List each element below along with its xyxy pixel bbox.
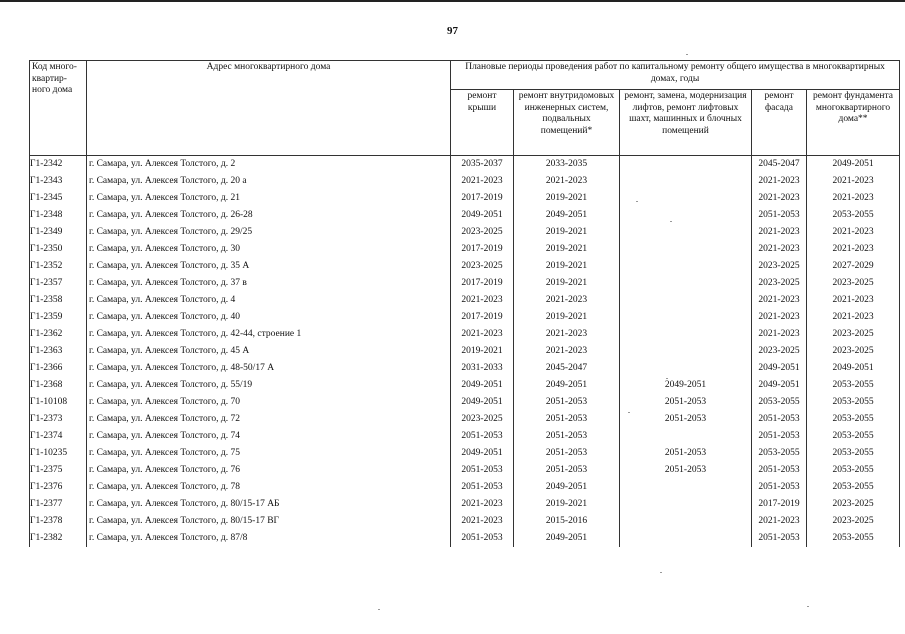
- table-body: [30, 156, 900, 548]
- cell-elevators: [620, 224, 752, 241]
- repair-schedule-table: [29, 60, 900, 547]
- cell-systems: 2033-2035: [514, 156, 620, 174]
- table-row: [30, 428, 900, 445]
- cell-facade: 2051-2053: [752, 411, 807, 428]
- cell-facade: 2023-2025: [752, 275, 807, 292]
- cell-address: г. Самара, ул. Алексея Толстого, д. 55/19: [87, 377, 451, 394]
- cell-elevators: [620, 479, 752, 496]
- cell-facade: 2021-2023: [752, 190, 807, 207]
- cell-systems: 2049-2051: [514, 207, 620, 224]
- header-code: Код много-квартир-ного дома: [30, 61, 87, 156]
- cell-systems: 2051-2053: [514, 394, 620, 411]
- cell-systems: 2021-2023: [514, 326, 620, 343]
- cell-code: Г1-10235: [30, 445, 87, 462]
- scan-speck: [628, 412, 630, 413]
- cell-roof: 2017-2019: [451, 275, 514, 292]
- cell-roof: 2021-2023: [451, 496, 514, 513]
- cell-foundation: 2053-2055: [807, 445, 900, 462]
- cell-address: г. Самара, ул. Алексея Толстого, д. 35 А: [87, 258, 451, 275]
- scan-speck: [636, 201, 638, 202]
- cell-code: Г1-2382: [30, 530, 87, 547]
- table-row: [30, 343, 900, 360]
- cell-elevators: [620, 496, 752, 513]
- scan-speck: [807, 606, 809, 607]
- cell-address: г. Самара, ул. Алексея Толстого, д. 72: [87, 411, 451, 428]
- header-periods: Плановые периоды проведения работ по капитальному ремонту общего имущества в многоквартирных домах, годы: [451, 61, 900, 90]
- table-row: [30, 156, 900, 174]
- cell-elevators: [620, 275, 752, 292]
- header-foundation: ремонт фундамента многоквартирного дома**: [807, 90, 900, 156]
- cell-systems: 2051-2053: [514, 462, 620, 479]
- cell-facade: 2045-2047: [752, 156, 807, 174]
- header-roof: ремонт крыши: [451, 90, 514, 156]
- cell-facade: 2023-2025: [752, 258, 807, 275]
- cell-roof: 2017-2019: [451, 241, 514, 258]
- cell-code: Г1-2345: [30, 190, 87, 207]
- table-row: [30, 275, 900, 292]
- table-row: [30, 377, 900, 394]
- cell-elevators: [620, 343, 752, 360]
- cell-address: г. Самара, ул. Алексея Толстого, д. 21: [87, 190, 451, 207]
- cell-address: г. Самара, ул. Алексея Толстого, д. 70: [87, 394, 451, 411]
- cell-code: Г1-2375: [30, 462, 87, 479]
- header-facade: ремонт фасада: [752, 90, 807, 156]
- cell-systems: 2049-2051: [514, 377, 620, 394]
- cell-systems: 2049-2051: [514, 479, 620, 496]
- cell-elevators: 2051-2053: [620, 462, 752, 479]
- cell-roof: 2023-2025: [451, 258, 514, 275]
- cell-address: г. Самара, ул. Алексея Толстого, д. 45 А: [87, 343, 451, 360]
- cell-elevators: [620, 530, 752, 547]
- cell-elevators: 2051-2053: [620, 394, 752, 411]
- cell-elevators: [620, 173, 752, 190]
- cell-foundation: 2027-2029: [807, 258, 900, 275]
- cell-facade: 2051-2053: [752, 428, 807, 445]
- cell-systems: 2021-2023: [514, 292, 620, 309]
- cell-roof: 2021-2023: [451, 326, 514, 343]
- cell-address: г. Самара, ул. Алексея Толстого, д. 30: [87, 241, 451, 258]
- cell-address: г. Самара, ул. Алексея Толстого, д. 80/15-17 АБ: [87, 496, 451, 513]
- cell-facade: 2021-2023: [752, 326, 807, 343]
- cell-systems: 2019-2021: [514, 309, 620, 326]
- table-row: [30, 513, 900, 530]
- cell-foundation: 2053-2055: [807, 530, 900, 547]
- cell-roof: 2051-2053: [451, 428, 514, 445]
- cell-roof: 2021-2023: [451, 292, 514, 309]
- cell-roof: 2021-2023: [451, 513, 514, 530]
- cell-code: Г1-10108: [30, 394, 87, 411]
- cell-systems: 2019-2021: [514, 258, 620, 275]
- cell-elevators: [620, 190, 752, 207]
- cell-elevators: [620, 428, 752, 445]
- cell-roof: 2051-2053: [451, 530, 514, 547]
- cell-code: Г1-2366: [30, 360, 87, 377]
- cell-roof: 2031-2033: [451, 360, 514, 377]
- cell-code: Г1-2348: [30, 207, 87, 224]
- cell-facade: 2021-2023: [752, 173, 807, 190]
- header-address: Адрес многоквартирного дома: [87, 61, 451, 156]
- table-row: [30, 241, 900, 258]
- cell-facade: 2053-2055: [752, 445, 807, 462]
- cell-address: г. Самара, ул. Алексея Толстого, д. 40: [87, 309, 451, 326]
- header-elevators: ремонт, замена, модернизация лифтов, ремонт лифтовых шахт, машинных и блочных помещений: [620, 90, 752, 156]
- cell-systems: 2021-2023: [514, 173, 620, 190]
- cell-facade: 2021-2023: [752, 513, 807, 530]
- top-rule: [0, 0, 905, 2]
- table-row: [30, 394, 900, 411]
- cell-elevators: [620, 258, 752, 275]
- cell-foundation: 2053-2055: [807, 479, 900, 496]
- cell-elevators: 2049-2051: [620, 377, 752, 394]
- cell-systems: 2045-2047: [514, 360, 620, 377]
- table-row: [30, 207, 900, 224]
- table-row: [30, 445, 900, 462]
- cell-facade: 2049-2051: [752, 377, 807, 394]
- cell-systems: 2049-2051: [514, 530, 620, 547]
- table-row: [30, 496, 900, 513]
- cell-elevators: [620, 309, 752, 326]
- cell-facade: 2053-2055: [752, 394, 807, 411]
- cell-code: Г1-2358: [30, 292, 87, 309]
- scan-speck: [378, 609, 380, 610]
- cell-foundation: 2023-2025: [807, 275, 900, 292]
- cell-facade: 2049-2051: [752, 360, 807, 377]
- scan-speck: [666, 378, 668, 379]
- cell-roof: 2017-2019: [451, 309, 514, 326]
- cell-roof: 2051-2053: [451, 462, 514, 479]
- cell-elevators: [620, 207, 752, 224]
- table-row: [30, 190, 900, 207]
- table-row: [30, 411, 900, 428]
- cell-foundation: 2049-2051: [807, 156, 900, 174]
- cell-address: г. Самара, ул. Алексея Толстого, д. 26-28: [87, 207, 451, 224]
- cell-elevators: [620, 292, 752, 309]
- cell-systems: 2019-2021: [514, 224, 620, 241]
- cell-elevators: [620, 360, 752, 377]
- cell-facade: 2017-2019: [752, 496, 807, 513]
- cell-facade: 2051-2053: [752, 207, 807, 224]
- cell-roof: 2035-2037: [451, 156, 514, 174]
- cell-code: Г1-2368: [30, 377, 87, 394]
- cell-roof: 2017-2019: [451, 190, 514, 207]
- cell-code: Г1-2362: [30, 326, 87, 343]
- cell-code: Г1-2359: [30, 309, 87, 326]
- cell-roof: 2021-2023: [451, 173, 514, 190]
- cell-code: Г1-2352: [30, 258, 87, 275]
- cell-roof: 2049-2051: [451, 207, 514, 224]
- scan-speck: [670, 221, 672, 222]
- cell-elevators: [620, 326, 752, 343]
- cell-address: г. Самара, ул. Алексея Толстого, д. 37 в: [87, 275, 451, 292]
- cell-facade: 2051-2053: [752, 462, 807, 479]
- cell-facade: 2051-2053: [752, 530, 807, 547]
- cell-elevators: [620, 156, 752, 174]
- cell-address: г. Самара, ул. Алексея Толстого, д. 80/15-17 ВГ: [87, 513, 451, 530]
- cell-address: г. Самара, ул. Алексея Толстого, д. 2: [87, 156, 451, 174]
- cell-foundation: 2053-2055: [807, 207, 900, 224]
- cell-address: г. Самара, ул. Алексея Толстого, д. 42-44, строение 1: [87, 326, 451, 343]
- cell-address: г. Самара, ул. Алексея Толстого, д. 20 а: [87, 173, 451, 190]
- table-row: [30, 258, 900, 275]
- cell-facade: 2051-2053: [752, 479, 807, 496]
- cell-roof: 2049-2051: [451, 377, 514, 394]
- cell-roof: 2051-2053: [451, 479, 514, 496]
- cell-foundation: 2053-2055: [807, 394, 900, 411]
- cell-code: Г1-2349: [30, 224, 87, 241]
- header-row-main: [30, 61, 900, 90]
- scan-speck: [660, 572, 662, 573]
- cell-facade: 2023-2025: [752, 343, 807, 360]
- cell-foundation: 2023-2025: [807, 513, 900, 530]
- table-row: [30, 173, 900, 190]
- header-systems: ремонт внутридомовых инженерных систем, подвальных помещений*: [514, 90, 620, 156]
- cell-foundation: 2021-2023: [807, 190, 900, 207]
- cell-foundation: 2023-2025: [807, 496, 900, 513]
- cell-roof: 2023-2025: [451, 411, 514, 428]
- cell-address: г. Самара, ул. Алексея Толстого, д. 75: [87, 445, 451, 462]
- cell-foundation: 2053-2055: [807, 462, 900, 479]
- cell-code: Г1-2373: [30, 411, 87, 428]
- cell-foundation: 2053-2055: [807, 377, 900, 394]
- table-row: [30, 224, 900, 241]
- cell-facade: 2021-2023: [752, 292, 807, 309]
- cell-foundation: 2023-2025: [807, 343, 900, 360]
- table-row: [30, 462, 900, 479]
- table-row: [30, 309, 900, 326]
- cell-facade: 2021-2023: [752, 241, 807, 258]
- cell-roof: 2023-2025: [451, 224, 514, 241]
- cell-address: г. Самара, ул. Алексея Толстого, д. 78: [87, 479, 451, 496]
- cell-code: Г1-2363: [30, 343, 87, 360]
- cell-code: Г1-2343: [30, 173, 87, 190]
- cell-code: Г1-2376: [30, 479, 87, 496]
- cell-foundation: 2053-2055: [807, 428, 900, 445]
- cell-facade: 2021-2023: [752, 224, 807, 241]
- cell-address: г. Самара, ул. Алексея Толстого, д. 4: [87, 292, 451, 309]
- cell-systems: 2021-2023: [514, 343, 620, 360]
- cell-foundation: 2021-2023: [807, 241, 900, 258]
- cell-code: Г1-2378: [30, 513, 87, 530]
- cell-systems: 2015-2016: [514, 513, 620, 530]
- table-row: [30, 360, 900, 377]
- cell-code: Г1-2342: [30, 156, 87, 174]
- cell-address: г. Самара, ул. Алексея Толстого, д. 74: [87, 428, 451, 445]
- cell-roof: 2019-2021: [451, 343, 514, 360]
- cell-code: Г1-2377: [30, 496, 87, 513]
- cell-facade: 2021-2023: [752, 309, 807, 326]
- cell-roof: 2049-2051: [451, 445, 514, 462]
- table-row: [30, 530, 900, 547]
- cell-systems: 2019-2021: [514, 241, 620, 258]
- cell-systems: 2019-2021: [514, 496, 620, 513]
- cell-code: Г1-2374: [30, 428, 87, 445]
- page-number: 97: [447, 25, 458, 37]
- table-row: [30, 479, 900, 496]
- cell-foundation: 2021-2023: [807, 173, 900, 190]
- cell-elevators: 2051-2053: [620, 411, 752, 428]
- cell-systems: 2019-2021: [514, 190, 620, 207]
- cell-address: г. Самара, ул. Алексея Толстого, д. 76: [87, 462, 451, 479]
- cell-elevators: [620, 241, 752, 258]
- cell-code: Г1-2357: [30, 275, 87, 292]
- scan-speck: [686, 54, 688, 55]
- cell-foundation: 2023-2025: [807, 326, 900, 343]
- cell-foundation: 2021-2023: [807, 309, 900, 326]
- cell-systems: 2051-2053: [514, 428, 620, 445]
- cell-roof: 2049-2051: [451, 394, 514, 411]
- cell-address: г. Самара, ул. Алексея Толстого, д. 87/8: [87, 530, 451, 547]
- cell-systems: 2019-2021: [514, 275, 620, 292]
- cell-systems: 2051-2053: [514, 445, 620, 462]
- cell-address: г. Самара, ул. Алексея Толстого, д. 29/25: [87, 224, 451, 241]
- table-row: [30, 326, 900, 343]
- cell-foundation: 2021-2023: [807, 292, 900, 309]
- cell-elevators: 2051-2053: [620, 445, 752, 462]
- cell-foundation: 2049-2051: [807, 360, 900, 377]
- cell-foundation: 2053-2055: [807, 411, 900, 428]
- table-row: [30, 292, 900, 309]
- cell-address: г. Самара, ул. Алексея Толстого, д. 48-50/17 А: [87, 360, 451, 377]
- cell-code: Г1-2350: [30, 241, 87, 258]
- cell-systems: 2051-2053: [514, 411, 620, 428]
- cell-foundation: 2021-2023: [807, 224, 900, 241]
- cell-elevators: [620, 513, 752, 530]
